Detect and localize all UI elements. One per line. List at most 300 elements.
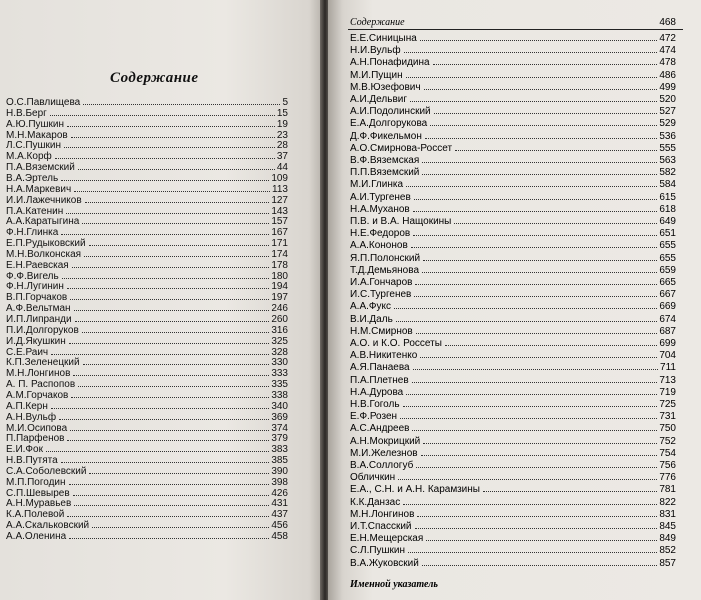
entry-name: М.В.Юзефович bbox=[350, 81, 421, 93]
contents-entry bbox=[350, 216, 676, 227]
leader-dots bbox=[424, 89, 658, 90]
contents-entry bbox=[350, 362, 676, 373]
entry-name: И.Т.Спасский bbox=[350, 521, 412, 532]
entry-page-number: 478 bbox=[659, 57, 676, 69]
contents-entry bbox=[6, 130, 288, 141]
entry-name: М.А.Корф bbox=[6, 151, 52, 163]
leader-dots bbox=[413, 369, 658, 370]
entry-page-number: 37 bbox=[276, 151, 288, 163]
entry-name: Я.П.Полонский bbox=[350, 252, 421, 264]
contents-title: Содержание bbox=[110, 70, 199, 86]
entry-page-number: 456 bbox=[271, 520, 288, 532]
contents-entry bbox=[6, 498, 288, 509]
contents-entry bbox=[6, 303, 288, 314]
contents-entry bbox=[6, 466, 288, 477]
leader-dots bbox=[422, 174, 657, 175]
entry-name: П.П.Вяземский bbox=[350, 167, 420, 179]
leader-dots bbox=[75, 321, 270, 322]
leader-dots bbox=[422, 162, 657, 163]
entry-page-number: 520 bbox=[659, 94, 676, 105]
leader-dots bbox=[74, 191, 270, 192]
contents-entry bbox=[350, 192, 676, 203]
leader-dots bbox=[406, 77, 658, 78]
leader-dots bbox=[51, 408, 269, 409]
contents-entry bbox=[350, 558, 676, 569]
contents-entry bbox=[350, 326, 676, 337]
contents-entry bbox=[350, 228, 676, 239]
entry-name: Н.В.Путята bbox=[6, 455, 58, 467]
contents-entry bbox=[350, 411, 676, 422]
contents-entry bbox=[6, 281, 288, 292]
leader-dots bbox=[72, 267, 270, 268]
contents-entry bbox=[6, 488, 288, 499]
leader-dots bbox=[421, 455, 658, 456]
leader-dots bbox=[413, 211, 658, 212]
entry-page-number: 180 bbox=[271, 270, 288, 282]
entry-name: Н.В.Берг bbox=[6, 107, 47, 119]
entry-page-number: 667 bbox=[659, 289, 676, 301]
entry-page-number: 756 bbox=[659, 460, 676, 471]
contents-entry bbox=[350, 484, 676, 495]
contents-entry bbox=[6, 347, 288, 358]
entry-page-number: 260 bbox=[271, 314, 288, 325]
entry-page-number: 458 bbox=[271, 531, 288, 542]
entry-page-number: 127 bbox=[271, 194, 288, 206]
entry-name: И.И.Лажечников bbox=[6, 194, 82, 206]
contents-entry bbox=[6, 455, 288, 466]
contents-entry bbox=[350, 423, 676, 434]
leader-dots bbox=[454, 223, 657, 224]
entry-page-number: 725 bbox=[659, 399, 676, 410]
entry-name: А.А.Кононов bbox=[350, 240, 408, 252]
entry-page-number: 178 bbox=[271, 259, 288, 271]
leader-dots bbox=[73, 495, 270, 496]
leader-dots bbox=[46, 451, 269, 452]
entry-name: А.А.Оленина bbox=[6, 531, 67, 542]
leader-dots bbox=[433, 64, 658, 65]
leader-dots bbox=[71, 397, 269, 398]
entry-page-number: 333 bbox=[271, 368, 288, 380]
entry-page-number: 659 bbox=[659, 264, 676, 276]
leader-dots bbox=[89, 473, 269, 474]
contents-entry bbox=[6, 227, 288, 238]
entry-page-number: 330 bbox=[271, 357, 288, 369]
leader-dots bbox=[404, 52, 658, 53]
leader-dots bbox=[412, 430, 657, 431]
entry-name: А.М.Горчаков bbox=[6, 389, 69, 401]
entry-page-number: 781 bbox=[659, 484, 676, 496]
leader-dots bbox=[434, 113, 658, 114]
contents-entry bbox=[6, 108, 288, 119]
entry-page-number: 752 bbox=[659, 435, 676, 447]
contents-entry bbox=[6, 216, 288, 227]
entry-name: Н.А.Муханов bbox=[350, 203, 410, 215]
leader-dots bbox=[414, 199, 658, 200]
entry-page-number: 845 bbox=[659, 521, 676, 532]
contents-entry bbox=[6, 292, 288, 303]
entry-page-number: 615 bbox=[659, 191, 676, 203]
leader-dots bbox=[426, 540, 657, 541]
entry-name: А.И.Подолинский bbox=[350, 106, 431, 118]
contents-entry bbox=[6, 260, 288, 271]
entry-name: А.П.Керн bbox=[6, 400, 48, 412]
entry-page-number: 822 bbox=[659, 496, 676, 508]
contents-entry bbox=[350, 289, 676, 300]
entry-page-number: 385 bbox=[271, 455, 288, 467]
contents-entry bbox=[6, 119, 288, 130]
contents-entry bbox=[6, 477, 288, 488]
contents-entry bbox=[6, 433, 288, 444]
leader-dots bbox=[394, 308, 657, 309]
entry-name: П.А.Плетнев bbox=[350, 374, 409, 386]
entry-page-number: 584 bbox=[659, 179, 676, 191]
entry-page-number: 474 bbox=[659, 45, 676, 57]
entry-page-number: 582 bbox=[659, 167, 676, 179]
entry-name: Обличкин bbox=[350, 472, 396, 484]
entry-page-number: 655 bbox=[659, 240, 676, 252]
entry-page-number: 754 bbox=[659, 447, 676, 459]
contents-entry bbox=[6, 412, 288, 423]
contents-entry bbox=[350, 399, 676, 410]
entry-page-number: 699 bbox=[659, 338, 676, 349]
leader-dots bbox=[82, 332, 270, 333]
leader-dots bbox=[425, 138, 657, 139]
entry-page-number: 776 bbox=[659, 472, 676, 484]
header-page-number: 468 bbox=[659, 17, 676, 28]
contents-entry bbox=[6, 195, 288, 206]
entry-name: М.Н.Волконская bbox=[6, 248, 82, 260]
entry-name: М.Н.Макаров bbox=[6, 129, 68, 141]
leader-dots bbox=[410, 101, 657, 102]
leader-dots bbox=[55, 158, 275, 159]
leader-dots bbox=[74, 505, 269, 506]
entry-name: М.Н.Лонгинов bbox=[350, 508, 415, 520]
entry-name: Е.И.Фок bbox=[6, 444, 43, 456]
contents-entry bbox=[350, 545, 676, 556]
leader-dots bbox=[71, 137, 275, 138]
contents-entry bbox=[6, 140, 288, 151]
contents-entry bbox=[350, 497, 676, 508]
entry-page-number: 431 bbox=[271, 498, 288, 510]
entry-name: А.А.Скальковский bbox=[6, 520, 90, 532]
contents-entry bbox=[6, 336, 288, 347]
left-page bbox=[0, 0, 322, 600]
entry-name: Е.Ф.Розен bbox=[350, 411, 398, 423]
leader-dots bbox=[420, 357, 657, 358]
contents-entry bbox=[350, 277, 676, 288]
contents-entry bbox=[6, 368, 288, 379]
entry-page-number: 369 bbox=[271, 411, 288, 423]
entry-name: М.И.Железнов bbox=[350, 447, 418, 459]
entry-page-number: 374 bbox=[271, 422, 288, 434]
leader-dots bbox=[430, 125, 657, 126]
entry-name: Ф.Н.Глинка bbox=[6, 227, 59, 239]
entry-name: Н.В.Гоголь bbox=[350, 399, 400, 410]
leader-dots bbox=[73, 375, 269, 376]
entry-name: Е.Е.Синицына bbox=[350, 33, 417, 44]
leader-dots bbox=[67, 126, 275, 127]
entry-name: Е.А.Долгорукова bbox=[350, 118, 428, 130]
leader-dots bbox=[423, 443, 657, 444]
entry-name: М.П.Погодин bbox=[6, 476, 66, 488]
contents-entry bbox=[6, 173, 288, 184]
entry-name: Н.М.Смирнов bbox=[350, 325, 413, 337]
contents-entry bbox=[350, 143, 676, 154]
entry-page-number: 849 bbox=[659, 533, 676, 545]
entry-name: В.А.Соллогуб bbox=[350, 460, 414, 471]
leader-dots bbox=[61, 180, 269, 181]
entry-name: Е.Н.Мещерская bbox=[350, 533, 424, 545]
contents-entry bbox=[350, 131, 676, 142]
entry-page-number: 197 bbox=[271, 292, 288, 304]
contents-entry bbox=[6, 531, 288, 542]
entry-page-number: 157 bbox=[271, 216, 288, 228]
entry-name: М.И.Пущин bbox=[350, 69, 403, 81]
entry-name: А.Н.Муравьев bbox=[6, 498, 72, 510]
contents-entry bbox=[350, 240, 676, 251]
entry-page-number: 563 bbox=[659, 155, 676, 166]
contents-entry bbox=[6, 520, 288, 531]
leader-dots bbox=[69, 538, 269, 539]
entry-page-number: 338 bbox=[271, 389, 288, 401]
entry-page-number: 555 bbox=[659, 142, 676, 154]
entry-name: А. П. Распопов bbox=[6, 379, 76, 391]
leader-dots bbox=[403, 406, 658, 407]
contents-entry bbox=[6, 162, 288, 173]
contents-entry bbox=[350, 70, 676, 81]
leader-dots bbox=[411, 247, 658, 248]
leader-dots bbox=[422, 565, 657, 566]
entry-page-number: 527 bbox=[659, 106, 676, 118]
entry-page-number: 340 bbox=[271, 400, 288, 412]
leader-dots bbox=[412, 382, 658, 383]
leader-dots bbox=[415, 284, 657, 285]
entry-name: А.Ф.Вельтман bbox=[6, 303, 71, 315]
contents-entry bbox=[6, 390, 288, 401]
entry-page-number: 246 bbox=[271, 303, 288, 315]
leader-dots bbox=[89, 245, 270, 246]
entry-name: Н.А.Маркевич bbox=[6, 183, 72, 195]
entry-page-number: 28 bbox=[276, 140, 288, 152]
entry-name: Н.Е.Федоров bbox=[350, 228, 411, 240]
leader-dots bbox=[416, 333, 658, 334]
entry-page-number: 143 bbox=[271, 205, 288, 217]
contents-entry bbox=[350, 204, 676, 215]
entry-page-number: 316 bbox=[271, 324, 288, 336]
entry-page-number: 713 bbox=[659, 374, 676, 386]
entry-page-number: 379 bbox=[271, 433, 288, 445]
entry-page-number: 731 bbox=[659, 411, 676, 423]
entry-name: В.А.Жуковский bbox=[350, 557, 419, 569]
contents-entry bbox=[6, 184, 288, 195]
contents-entry bbox=[350, 509, 676, 520]
header-page-number-row bbox=[620, 17, 676, 28]
contents-entry bbox=[6, 325, 288, 336]
entry-page-number: 704 bbox=[659, 350, 676, 362]
contents-entry bbox=[350, 533, 676, 544]
entry-name: К.П.Зеленецкий bbox=[6, 357, 80, 369]
entry-page-number: 669 bbox=[659, 301, 676, 313]
leader-dots bbox=[423, 260, 657, 261]
leader-dots bbox=[408, 552, 657, 553]
leader-dots bbox=[420, 40, 658, 41]
entry-page-number: 194 bbox=[271, 281, 288, 293]
leader-dots bbox=[62, 278, 270, 279]
entry-name: В.П.Горчаков bbox=[6, 292, 68, 304]
name-index-label: Именной указатель bbox=[350, 579, 438, 590]
entry-name: А.Ю.Пушкин bbox=[6, 118, 65, 130]
entry-page-number: 113 bbox=[272, 183, 288, 195]
entry-page-number: 536 bbox=[659, 130, 676, 142]
leader-dots bbox=[92, 527, 269, 528]
contents-entry bbox=[350, 179, 676, 190]
leader-dots bbox=[67, 288, 269, 289]
entry-page-number: 328 bbox=[271, 346, 288, 358]
entry-page-number: 719 bbox=[659, 386, 676, 398]
leader-dots bbox=[455, 150, 657, 151]
entry-page-number: 651 bbox=[659, 228, 676, 240]
entry-name: И.П.Липранди bbox=[6, 314, 72, 325]
contents-entry bbox=[350, 338, 676, 349]
entry-page-number: 167 bbox=[271, 227, 288, 239]
entry-page-number: 5 bbox=[282, 97, 288, 108]
contents-entry bbox=[350, 33, 676, 44]
entry-page-number: 687 bbox=[659, 325, 676, 337]
contents-entry bbox=[6, 509, 288, 520]
leader-dots bbox=[70, 299, 269, 300]
entry-page-number: 398 bbox=[271, 476, 288, 488]
contents-entry bbox=[350, 387, 676, 398]
entry-name: А.Я.Панаева bbox=[350, 362, 410, 374]
leader-dots bbox=[83, 104, 280, 105]
entry-name: В.И.Даль bbox=[350, 313, 393, 325]
contents-entry bbox=[350, 472, 676, 483]
entry-page-number: 437 bbox=[271, 509, 288, 521]
contents-entry bbox=[350, 253, 676, 264]
entry-page-number: 711 bbox=[660, 362, 676, 374]
entry-page-number: 618 bbox=[659, 203, 676, 215]
leader-dots bbox=[398, 479, 657, 480]
leader-dots bbox=[413, 235, 657, 236]
entry-name: А.А.Фукс bbox=[350, 301, 391, 313]
entry-page-number: 852 bbox=[659, 545, 676, 557]
leader-dots bbox=[61, 234, 269, 235]
entry-name: Е.А., С.Н. и А.Н. Карамзины bbox=[350, 484, 480, 496]
contents-entry bbox=[350, 45, 676, 56]
contents-entry bbox=[350, 94, 676, 105]
leader-dots bbox=[85, 202, 270, 203]
contents-entry bbox=[350, 521, 676, 532]
entry-page-number: 325 bbox=[271, 335, 288, 347]
entry-page-number: 335 bbox=[271, 379, 288, 391]
entry-page-number: 529 bbox=[659, 118, 676, 130]
leader-dots bbox=[83, 364, 270, 365]
contents-entry bbox=[6, 206, 288, 217]
leader-dots bbox=[417, 516, 657, 517]
entry-name: И.А.Гончаров bbox=[350, 277, 413, 288]
leader-dots bbox=[406, 394, 657, 395]
leader-dots bbox=[416, 467, 657, 468]
entry-name: А.И.Тургенев bbox=[350, 191, 411, 203]
entry-name: Е.Н.Раевская bbox=[6, 259, 69, 271]
entry-name: Д.Ф.Фикельмон bbox=[350, 130, 422, 142]
leader-dots bbox=[406, 186, 657, 187]
entry-name: П.Парфенов bbox=[6, 433, 65, 445]
contents-entry bbox=[6, 249, 288, 260]
entry-page-number: 44 bbox=[276, 162, 288, 174]
entry-name: И.С.Тургенев bbox=[350, 289, 412, 301]
entry-page-number: 831 bbox=[659, 508, 676, 520]
contents-entry bbox=[350, 167, 676, 178]
contents-entry bbox=[6, 379, 288, 390]
leader-dots bbox=[59, 419, 269, 420]
entry-page-number: 383 bbox=[271, 444, 288, 456]
leader-dots bbox=[403, 504, 657, 505]
entry-page-number: 15 bbox=[276, 107, 288, 119]
contents-entry bbox=[6, 238, 288, 249]
leader-dots bbox=[445, 345, 657, 346]
entry-name: А.И.Дельвиг bbox=[350, 94, 408, 105]
leader-dots bbox=[67, 516, 269, 517]
entry-name: А.Н.Понафидина bbox=[350, 57, 430, 69]
entry-name: В.А.Эртель bbox=[6, 172, 59, 184]
header-rule bbox=[348, 29, 683, 30]
entry-name: О.С.Павлищева bbox=[6, 97, 81, 108]
contents-entry bbox=[6, 271, 288, 282]
entry-name: П.А.Катенин bbox=[6, 205, 64, 217]
entry-page-number: 19 bbox=[276, 118, 288, 130]
leader-dots bbox=[51, 354, 269, 355]
leader-dots bbox=[78, 169, 275, 170]
entry-name: Л.С.Пушкин bbox=[6, 140, 62, 152]
entry-name: Ф.Н.Лугинин bbox=[6, 281, 64, 293]
entry-name: А.С.Андреев bbox=[350, 423, 410, 435]
leader-dots bbox=[50, 115, 275, 116]
leader-dots bbox=[69, 484, 270, 485]
entry-name: А.Н.Вульф bbox=[6, 411, 57, 423]
contents-entry bbox=[350, 106, 676, 117]
contents-entry bbox=[6, 444, 288, 455]
entry-name: С.П.Шевырев bbox=[6, 487, 70, 499]
leader-dots bbox=[69, 343, 270, 344]
entry-name: А.В.Никитенко bbox=[350, 350, 418, 362]
entry-name: С.Л.Пушкин bbox=[350, 545, 406, 557]
entry-name: П.В. и В.А. Нащокины bbox=[350, 216, 452, 227]
leader-dots bbox=[82, 223, 269, 224]
entry-name: К.К.Данзас bbox=[350, 496, 401, 508]
entry-page-number: 486 bbox=[659, 69, 676, 81]
entry-page-number: 174 bbox=[271, 248, 288, 260]
contents-entry bbox=[350, 460, 676, 471]
entry-page-number: 499 bbox=[659, 81, 676, 93]
leader-dots bbox=[422, 272, 657, 273]
entry-name: А.А.Каратыгина bbox=[6, 216, 80, 228]
entry-name: М.Н.Лонгинов bbox=[6, 368, 71, 380]
entry-page-number: 857 bbox=[659, 557, 676, 569]
entry-name: П.А.Вяземский bbox=[6, 162, 75, 174]
contents-entry bbox=[6, 97, 288, 108]
leader-dots bbox=[70, 430, 269, 431]
leader-dots bbox=[400, 418, 657, 419]
entry-page-number: 426 bbox=[271, 487, 288, 499]
leader-dots bbox=[414, 296, 657, 297]
contents-entry bbox=[350, 118, 676, 129]
contents-entry bbox=[350, 265, 676, 276]
entry-name: Ф.Ф.Вигель bbox=[6, 270, 59, 282]
leader-dots bbox=[415, 528, 658, 529]
entry-page-number: 674 bbox=[659, 313, 676, 325]
contents-entry bbox=[350, 375, 676, 386]
